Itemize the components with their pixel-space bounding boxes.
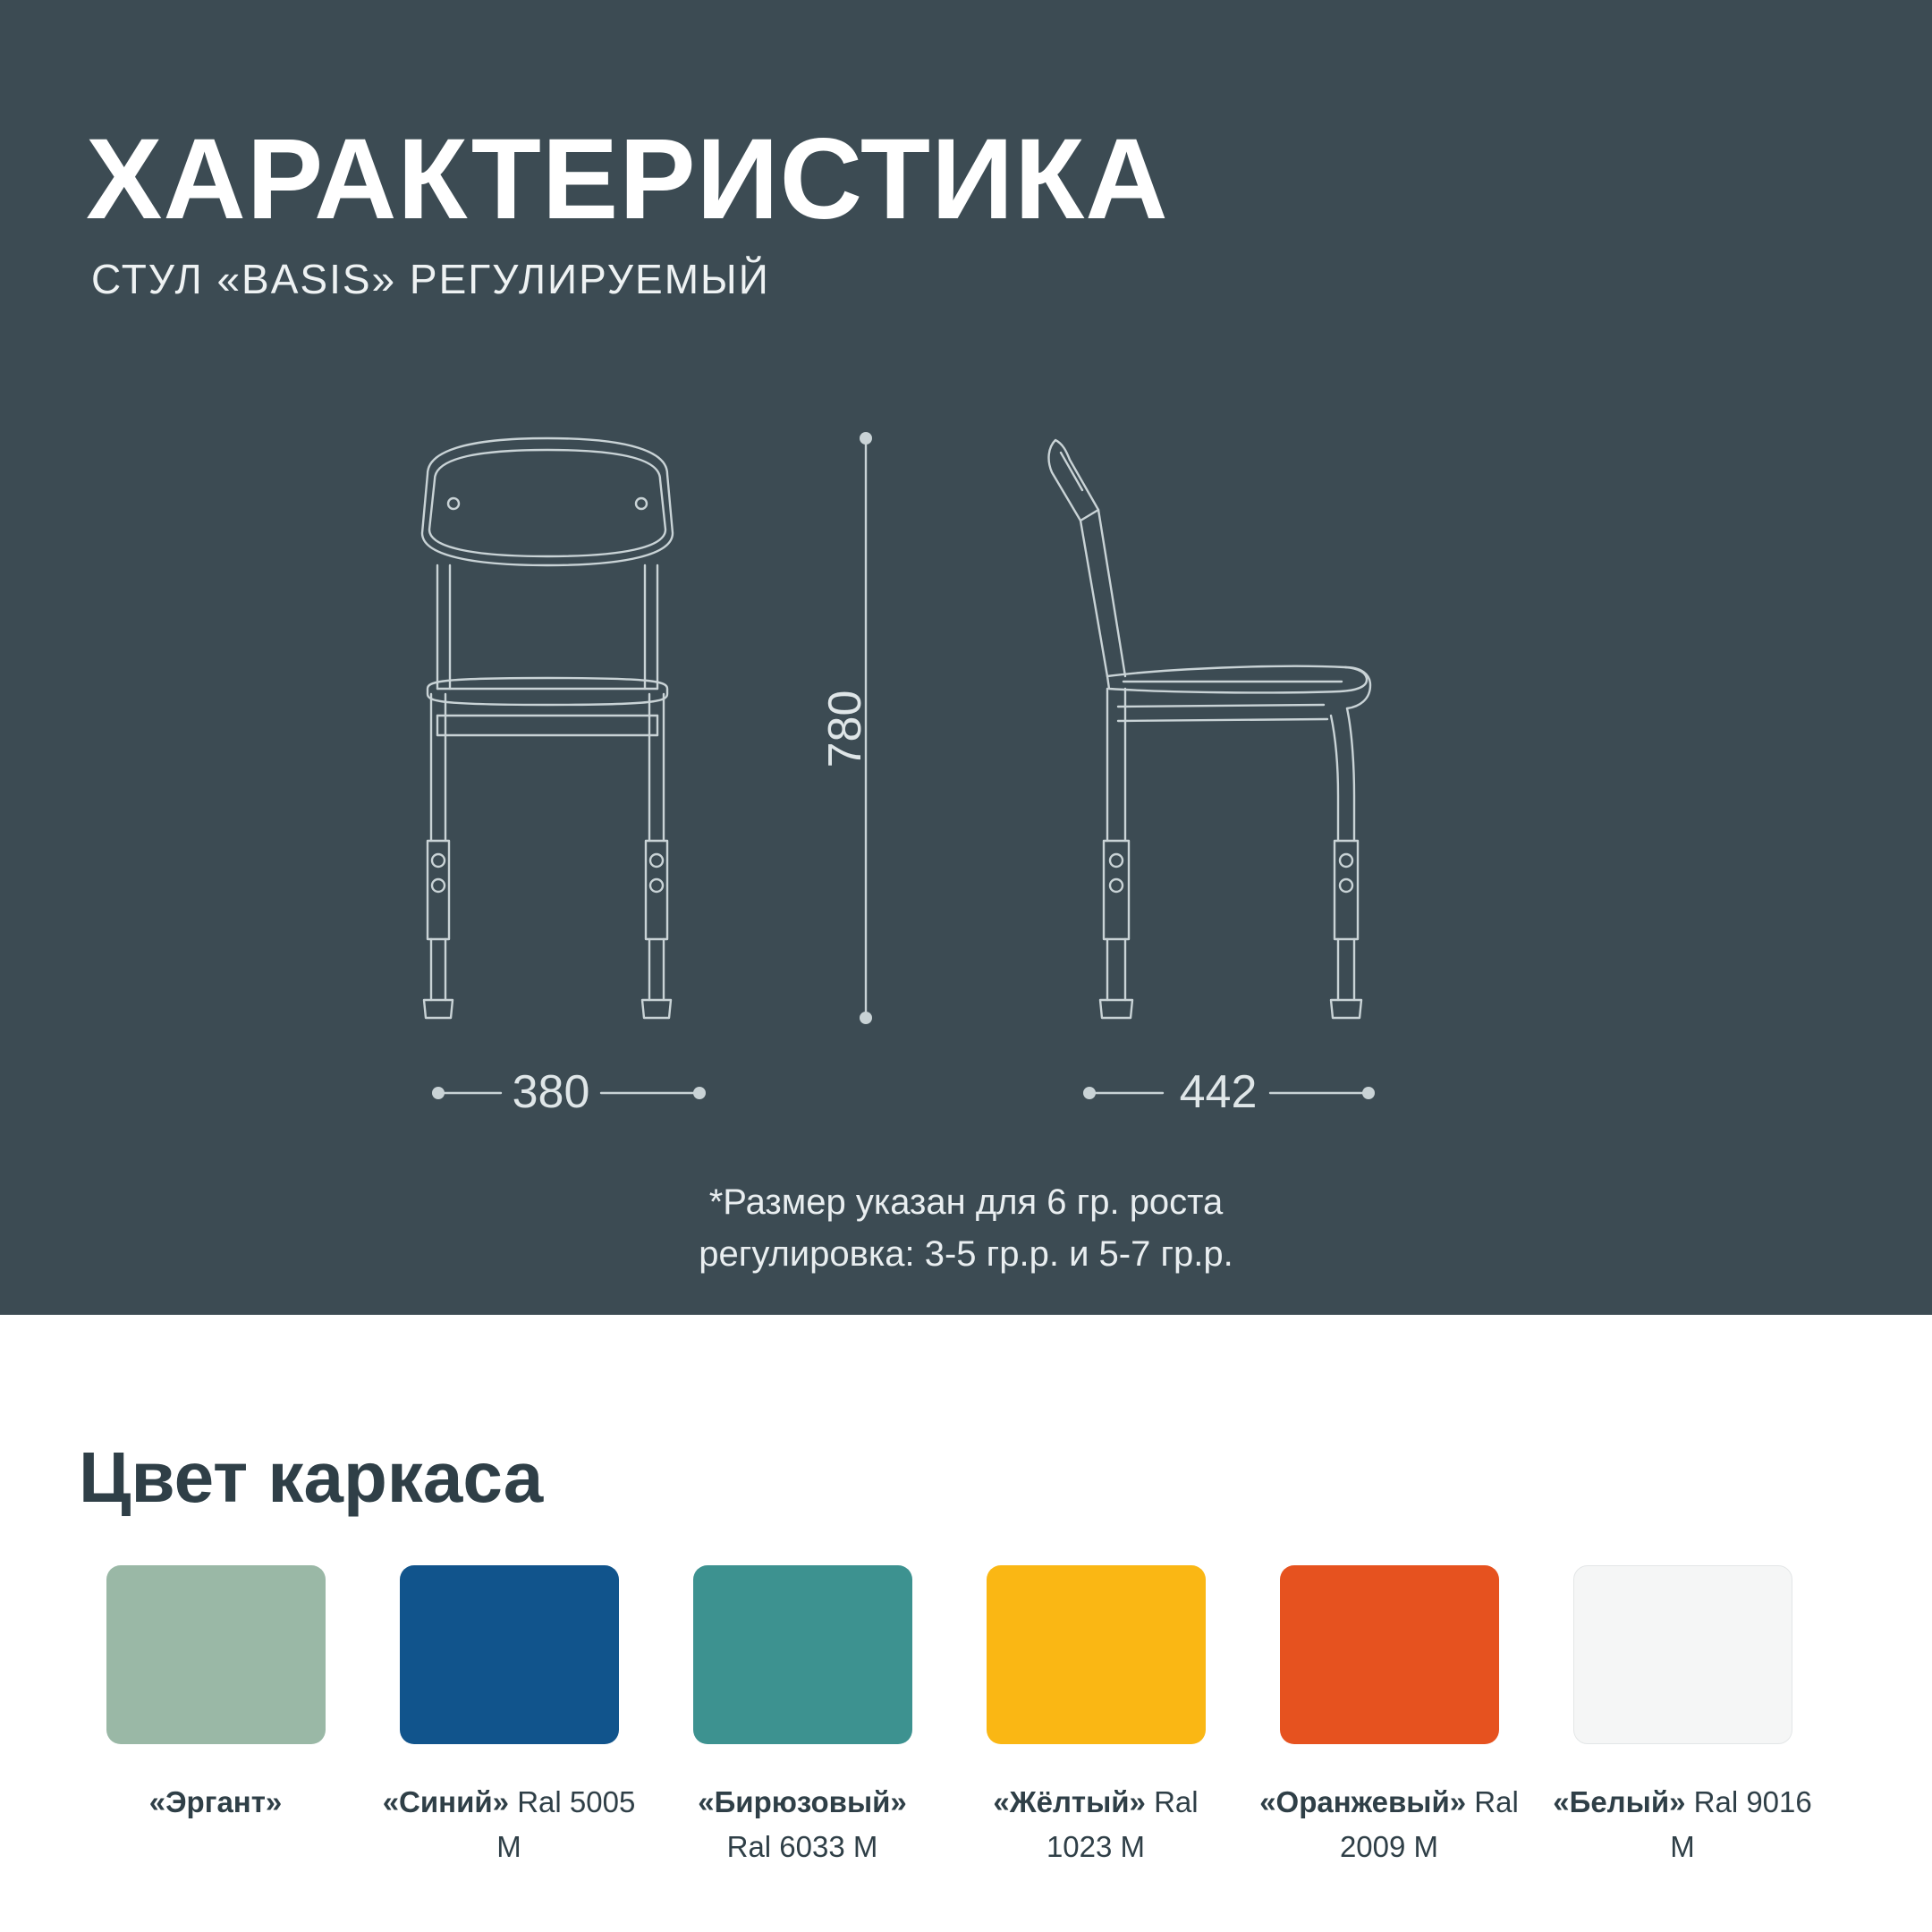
color-option-blue[interactable]: [379, 1565, 639, 1868]
chair-technical-drawing: [0, 420, 1932, 1145]
size-note-line-2: регулировка: 3-5 гр.р. и 5-7 гр.р.: [699, 1234, 1233, 1274]
dimension-width-label: 380: [512, 1066, 590, 1118]
dimension-height-label: 780: [819, 690, 871, 768]
color-name: «Жёлтый»: [993, 1785, 1146, 1818]
color-caption: [379, 1780, 639, 1868]
color-swatch[interactable]: [400, 1565, 619, 1744]
color-option-yellow[interactable]: [966, 1565, 1225, 1868]
product-subtitle: СТУЛ «BASIS» РЕГУЛИРУЕМЫЙ: [91, 256, 770, 302]
color-caption: [149, 1780, 283, 1825]
color-caption: [1259, 1780, 1519, 1868]
color-swatch-list: [86, 1565, 1866, 1868]
color-swatch[interactable]: [1280, 1565, 1499, 1744]
color-code: Ral 9016 M: [1670, 1785, 1812, 1863]
color-name: «Синий»: [382, 1785, 510, 1818]
size-note-line-1: *Размер указан для 6 гр. роста: [708, 1182, 1224, 1222]
color-code: Ral 2009 M: [1339, 1785, 1519, 1863]
dimension-depth-label: 442: [1179, 1066, 1258, 1118]
color-caption: [673, 1780, 932, 1868]
color-caption: [966, 1780, 1225, 1868]
color-code: Ral 6033 M: [726, 1829, 878, 1863]
color-swatch[interactable]: [693, 1565, 912, 1744]
size-note: [0, 1176, 1932, 1280]
color-option-white[interactable]: [1553, 1565, 1812, 1868]
color-name: «Эргант»: [148, 1785, 283, 1818]
color-swatch[interactable]: [106, 1565, 326, 1744]
color-swatch[interactable]: [987, 1565, 1206, 1744]
color-name: «Бирюзовый»: [698, 1785, 907, 1818]
color-name: «Оранжевый»: [1259, 1785, 1467, 1818]
color-option-turquoise[interactable]: [673, 1565, 932, 1868]
frame-colors-panel: [0, 1315, 1932, 1932]
color-code: Ral 1023 M: [1046, 1785, 1199, 1863]
color-option-orange[interactable]: [1259, 1565, 1519, 1868]
color-code: Ral 5005 M: [496, 1785, 636, 1863]
frame-colors-title: Цвет каркаса: [79, 1437, 544, 1518]
color-option-ergant[interactable]: [86, 1565, 345, 1868]
color-swatch[interactable]: [1573, 1565, 1792, 1744]
page-title: ХАРАКТЕРИСТИКА: [86, 114, 1169, 243]
color-name: «Белый»: [1553, 1785, 1686, 1818]
color-caption: [1553, 1780, 1812, 1868]
